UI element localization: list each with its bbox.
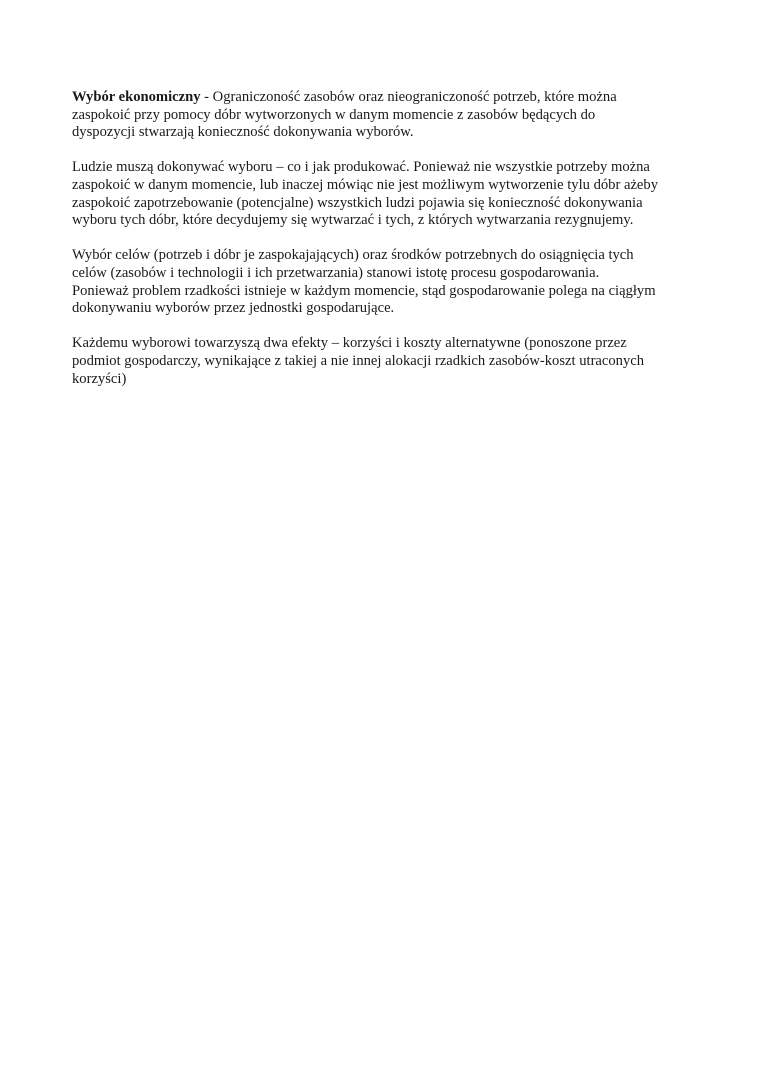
text-line: celów (zasobów i technologii i ich przetwarzania) stanowi istotę procesu gospodarowania.	[72, 264, 600, 281]
text-line: Ludzie muszą dokonywać wyboru – co i jak produkować. Ponieważ nie wszystkie potrzeby można	[72, 159, 650, 176]
text-line: dokonywaniu wyborów przez jednostki gospodarujące.	[72, 300, 395, 317]
text-line	[72, 89, 692, 107]
text-line: Każdemu wyborowi towarzyszą dwa efekty – korzyści i koszty alternatywne (ponoszone przez	[72, 335, 627, 352]
document-body	[72, 89, 692, 406]
definition-text: - Ograniczoność zasobów oraz nieograniczoność potrzeb, które można	[200, 89, 617, 105]
text-line: Wybór celów (potrzeb i dóbr je zaspokajających) oraz środków potrzebnych do osiągnięcia tych	[72, 247, 634, 264]
text-line: Ponieważ problem rzadkości istnieje w każdym momencie, stąd gospodarowanie polega na ciągłym	[72, 282, 656, 299]
text-line: zaspokoić w danym momencie, lub inaczej mówiąc nie jest możliwym wytworzenie tylu dóbr ażeby	[72, 176, 659, 193]
paragraph-effects	[72, 335, 692, 388]
paragraph-definition	[72, 89, 692, 142]
definition-term: Wybór ekonomiczny	[72, 89, 201, 105]
text-line: zaspokoić przy pomocy dóbr wytworzonych w danym momencie z zasobów będących do	[72, 106, 596, 123]
text-line: podmiot gospodarczy, wynikające z takiej a nie innej alokacji rzadkich zasobów-koszt utraconych	[72, 352, 645, 369]
text-line: dyspozycji stwarzają konieczność dokonywania wyborów.	[72, 124, 414, 141]
text-line: wyboru tych dóbr, które decydujemy się wytwarzać i tych, z których wytwarzania rezygnujemy.	[72, 212, 634, 229]
text-line: korzyści)	[72, 370, 127, 387]
paragraph-goals	[72, 247, 692, 317]
text-line: zaspokoić zapotrzebowanie (potencjalne) wszystkich ludzi pojawia się konieczność dokonywania	[72, 194, 643, 211]
paragraph-choice	[72, 159, 692, 229]
